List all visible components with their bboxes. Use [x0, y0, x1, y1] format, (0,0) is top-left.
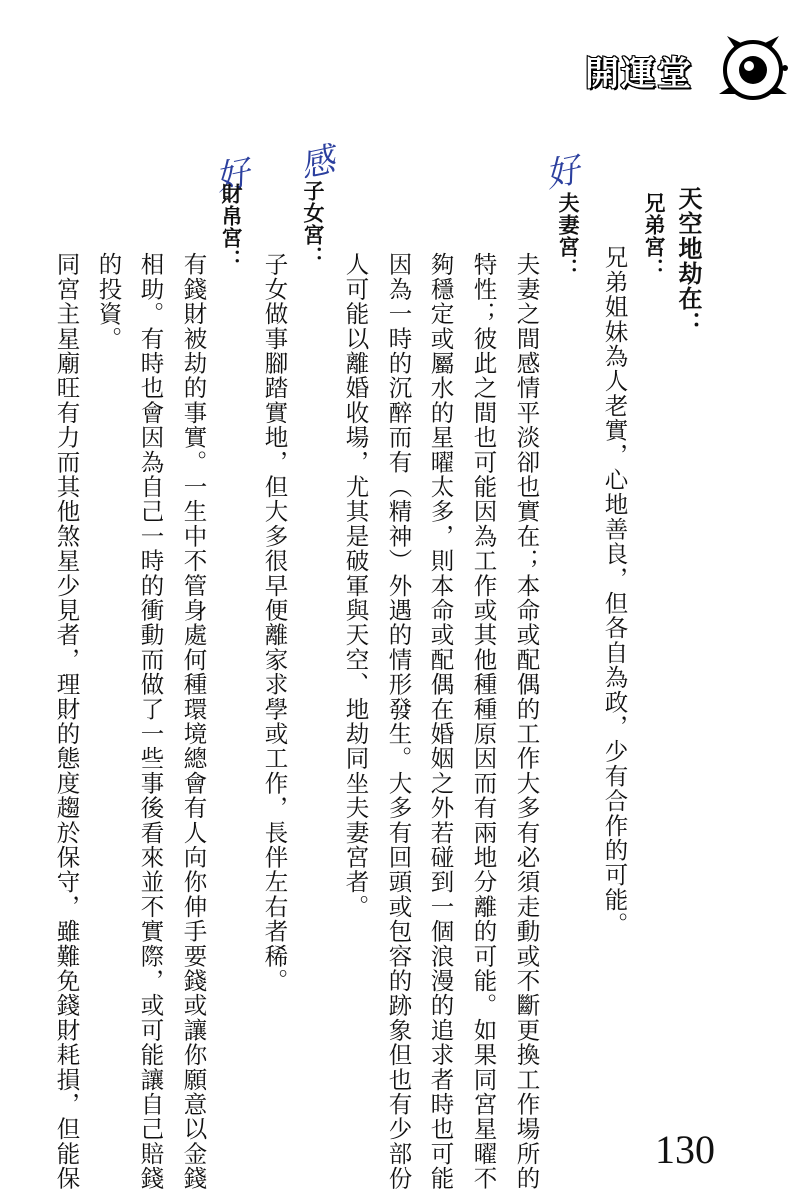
logo-text: 開運堂	[585, 54, 693, 94]
text-column: 同宮主星廟旺有力而其他煞星少見者，理財的態度趨於保守，雖難免錢財耗損，但能保	[52, 252, 81, 1191]
section-title: 天空地劫在：	[674, 186, 702, 336]
page-number: 130	[655, 1127, 715, 1172]
sun-emblem-icon	[713, 28, 793, 108]
text-column: 特性；彼此之間也可能因為工作或其他種種原因而有兩地分離的可能。如果同宮星曜不	[469, 252, 498, 1191]
brothers-label: 兄弟宮：	[642, 192, 666, 280]
text-column: 因為一時的沉醉而有（精神）外遇的情形發生。大多有回頭或包容的跡象但也有少部份	[384, 252, 413, 1191]
wealth-label: 財帛宮：	[219, 183, 243, 271]
text-column: 兄弟姐妹為人老實，心地善良，但各自為政，少有合作的可能。	[600, 245, 629, 937]
spouse-label: 夫妻宮：	[556, 192, 580, 280]
children-label: 子女宮：	[301, 180, 325, 268]
publisher-logo	[583, 28, 793, 108]
handwritten-note-good-spouse: 好	[541, 149, 584, 197]
text-column: 的投資。	[94, 252, 123, 351]
text-column: 子女做事腳踏實地，但大多很早便離家求學或工作，長伴左右者稀。	[260, 252, 289, 993]
text-column: 夠穩定或屬水的星曜太多，則本命或配偶在婚姻之外若碰到一個浪漫的追求者時也可能	[426, 252, 455, 1191]
text-column: 夫妻之間感情平淡卻也實在；本命或配偶的工作大多有必須走動或不斷更換工作場所的	[512, 252, 541, 1191]
handwritten-note-good-wealth: 好	[211, 152, 254, 200]
handwritten-note-children: 感	[296, 139, 339, 187]
text-column: 人可能以離婚收場，尤其是破軍與天空、地劫同坐夫妻宮者。	[341, 252, 370, 919]
text-column: 有錢財被劫的事實。一生中不管身處何種環境總會有人向你伸手要錢或讓你願意以金錢	[179, 252, 208, 1191]
text-column: 相助。有時也會因為自己一時的衝動而做了一些事後看來並不實際，或可能讓自己賠錢	[136, 252, 165, 1191]
